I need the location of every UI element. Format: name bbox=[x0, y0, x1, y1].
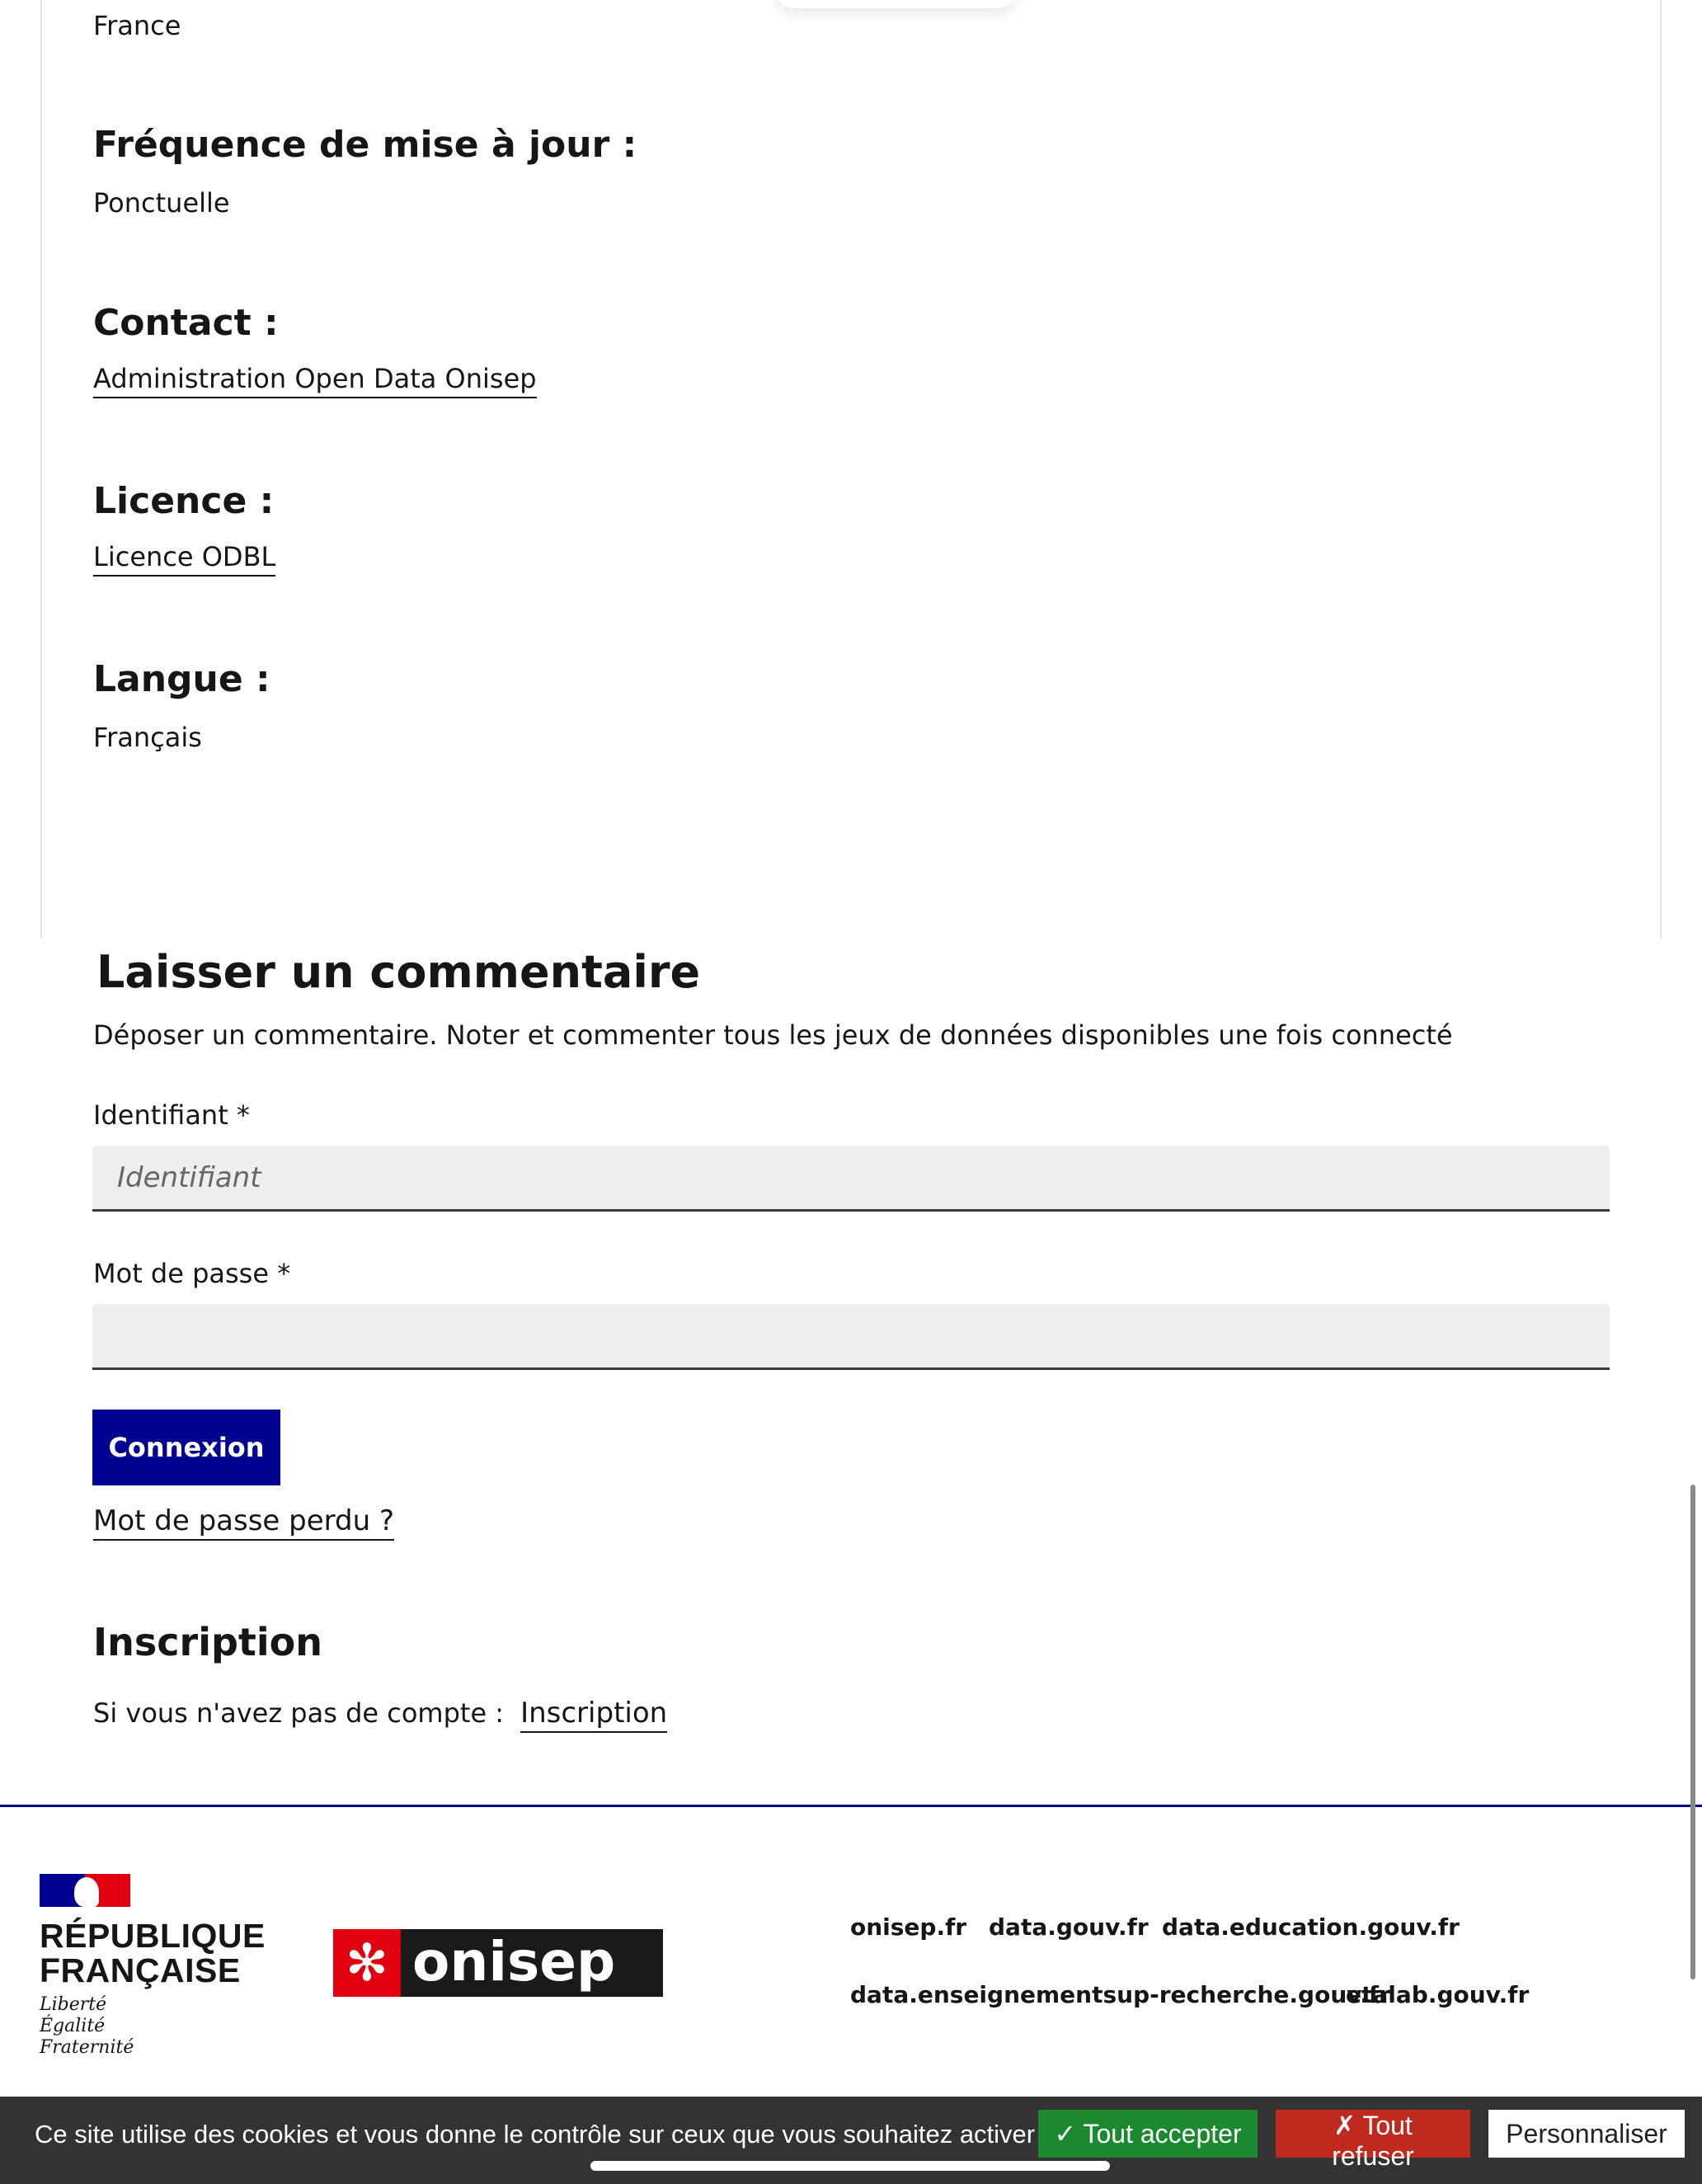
floating-shadow bbox=[776, 0, 1015, 8]
login-button[interactable]: Connexion bbox=[92, 1410, 280, 1485]
cookie-banner bbox=[0, 2097, 1702, 2184]
footer-link-onisep[interactable]: onisep.fr bbox=[850, 1913, 967, 1941]
password-input[interactable] bbox=[92, 1304, 1610, 1370]
onisep-wordmark: onisep bbox=[412, 1930, 616, 1993]
footer-link-data-enseignementsup[interactable]: data.enseignementsup-recherche.gouv.fr bbox=[850, 1981, 1390, 2008]
marianne-flag-icon bbox=[40, 1874, 130, 1907]
rf-motto: Liberté Égalité Fraternité bbox=[40, 1994, 134, 2058]
contact-label: Contact : bbox=[93, 302, 279, 344]
inscription-text: Si vous n'avez pas de compte : bbox=[93, 1697, 505, 1729]
footer-link-data-education[interactable]: data.education.gouv.fr bbox=[1162, 1913, 1460, 1941]
inscription-link[interactable]: Inscription bbox=[520, 1695, 667, 1733]
password-label: Mot de passe * bbox=[93, 1258, 291, 1289]
scrollbar[interactable] bbox=[1690, 1485, 1695, 1979]
refuse-all-cookies-button[interactable]: ✗ Tout refuser bbox=[1276, 2110, 1470, 2158]
comment-section-title: Laisser un commentaire bbox=[96, 946, 701, 998]
lost-password-link[interactable]: Mot de passe perdu ? bbox=[93, 1503, 394, 1541]
username-label: Identifiant * bbox=[93, 1099, 250, 1131]
customize-cookies-button[interactable]: Personnaliser bbox=[1488, 2110, 1685, 2158]
comment-description: Déposer un commentaire. Noter et commenter tous les jeux de données disponibles une fois connecté bbox=[93, 1019, 1453, 1051]
onisep-logo[interactable] bbox=[333, 1929, 663, 1997]
country-value: France bbox=[93, 10, 181, 41]
language-label: Langue : bbox=[93, 658, 270, 700]
accept-all-cookies-button[interactable]: ✓ Tout accepter bbox=[1038, 2110, 1258, 2158]
language-value: Français bbox=[93, 722, 202, 753]
footer-divider bbox=[0, 1805, 1702, 1807]
licence-label: Licence : bbox=[93, 480, 275, 522]
republique-francaise-logo[interactable] bbox=[40, 1874, 270, 2059]
inscription-title: Inscription bbox=[93, 1620, 322, 1664]
footer-link-data-gouv[interactable]: data.gouv.fr bbox=[989, 1913, 1149, 1941]
home-indicator bbox=[590, 2161, 1110, 2171]
username-input[interactable] bbox=[92, 1146, 1610, 1212]
licence-link[interactable]: Licence ODBL bbox=[93, 539, 275, 577]
rf-name: RÉPUBLIQUE FRANÇAISE bbox=[40, 1917, 266, 1989]
cookie-text: Ce site utilise des cookies et vous donne le contrôle sur ceux que vous souhaitez activer bbox=[35, 2120, 1036, 2149]
footer-link-etalab[interactable]: etalab.gouv.fr bbox=[1346, 1981, 1530, 2008]
inscription-row bbox=[93, 1695, 667, 1733]
contact-link[interactable]: Administration Open Data Onisep bbox=[93, 360, 537, 398]
frequency-label: Fréquence de mise à jour : bbox=[93, 124, 637, 166]
onisep-asterisk-icon: ✻ bbox=[333, 1929, 401, 1997]
frequency-value: Ponctuelle bbox=[93, 187, 230, 219]
